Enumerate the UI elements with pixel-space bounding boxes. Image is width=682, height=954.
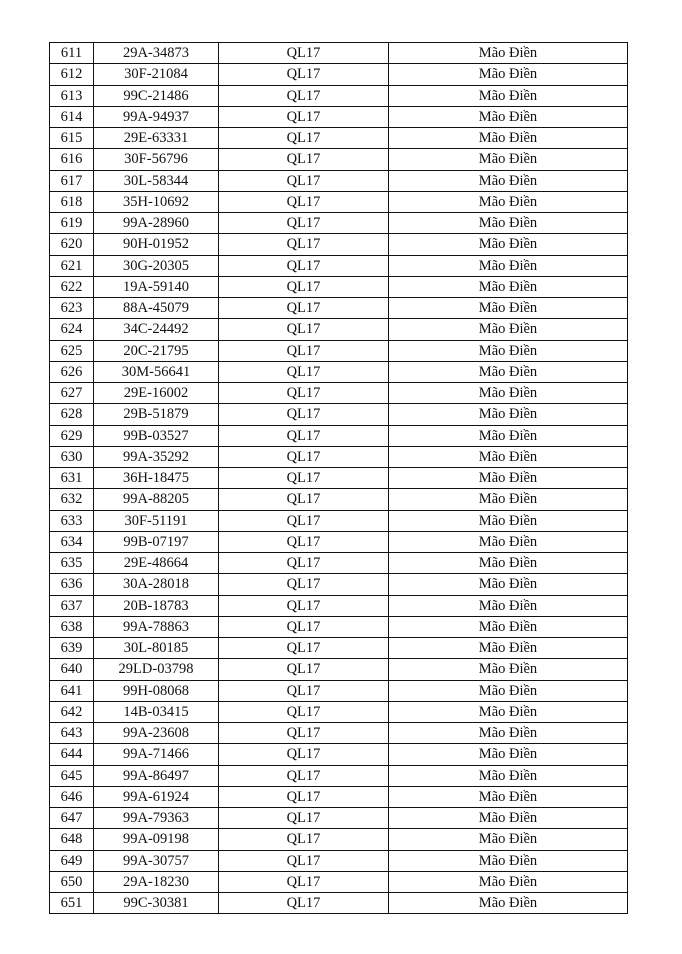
route-cell: QL17 <box>219 638 389 659</box>
row-number-cell: 621 <box>50 255 94 276</box>
location-cell: Mão Điền <box>389 468 628 489</box>
row-number-cell: 636 <box>50 574 94 595</box>
route-cell: QL17 <box>219 723 389 744</box>
license-plate-cell: 99A-71466 <box>94 744 219 765</box>
table-row <box>50 319 628 340</box>
row-number-cell: 640 <box>50 659 94 680</box>
location-cell: Mão Điền <box>389 680 628 701</box>
table-row <box>50 659 628 680</box>
route-cell: QL17 <box>219 234 389 255</box>
route-cell: QL17 <box>219 446 389 467</box>
location-cell: Mão Điền <box>389 510 628 531</box>
location-cell: Mão Điền <box>389 744 628 765</box>
row-number-cell: 629 <box>50 425 94 446</box>
location-cell: Mão Điền <box>389 701 628 722</box>
table-row <box>50 616 628 637</box>
route-cell: QL17 <box>219 659 389 680</box>
table-row <box>50 510 628 531</box>
license-plate-cell: 14B-03415 <box>94 701 219 722</box>
row-number-cell: 631 <box>50 468 94 489</box>
table-row <box>50 489 628 510</box>
route-cell: QL17 <box>219 149 389 170</box>
route-cell: QL17 <box>219 85 389 106</box>
license-plate-cell: 99A-09198 <box>94 829 219 850</box>
row-number-cell: 643 <box>50 723 94 744</box>
table-row <box>50 43 628 64</box>
location-cell: Mão Điền <box>389 659 628 680</box>
table-row <box>50 723 628 744</box>
route-cell: QL17 <box>219 298 389 319</box>
route-cell: QL17 <box>219 765 389 786</box>
table-row <box>50 404 628 425</box>
location-cell: Mão Điền <box>389 170 628 191</box>
row-number-cell: 638 <box>50 616 94 637</box>
table-row <box>50 574 628 595</box>
route-cell: QL17 <box>219 106 389 127</box>
table-row <box>50 170 628 191</box>
location-cell: Mão Điền <box>389 638 628 659</box>
license-plate-cell: 99H-08068 <box>94 680 219 701</box>
table-row <box>50 531 628 552</box>
row-number-cell: 623 <box>50 298 94 319</box>
table-row <box>50 680 628 701</box>
license-plate-cell: 99A-23608 <box>94 723 219 744</box>
table-row <box>50 255 628 276</box>
route-cell: QL17 <box>219 829 389 850</box>
row-number-cell: 645 <box>50 765 94 786</box>
route-cell: QL17 <box>219 701 389 722</box>
row-number-cell: 618 <box>50 191 94 212</box>
row-number-cell: 619 <box>50 213 94 234</box>
table-row <box>50 213 628 234</box>
license-plate-cell: 99A-86497 <box>94 765 219 786</box>
row-number-cell: 630 <box>50 446 94 467</box>
route-cell: QL17 <box>219 319 389 340</box>
location-cell: Mão Điền <box>389 574 628 595</box>
license-plate-cell: 30F-21084 <box>94 64 219 85</box>
license-plate-cell: 90H-01952 <box>94 234 219 255</box>
location-cell: Mão Điền <box>389 149 628 170</box>
license-plate-cell: 20C-21795 <box>94 340 219 361</box>
location-cell: Mão Điền <box>389 446 628 467</box>
route-cell: QL17 <box>219 276 389 297</box>
route-cell: QL17 <box>219 786 389 807</box>
route-cell: QL17 <box>219 361 389 382</box>
row-number-cell: 644 <box>50 744 94 765</box>
route-cell: QL17 <box>219 574 389 595</box>
table-row <box>50 128 628 149</box>
license-plate-cell: 99A-88205 <box>94 489 219 510</box>
location-cell: Mão Điền <box>389 829 628 850</box>
row-number-cell: 612 <box>50 64 94 85</box>
table-row <box>50 786 628 807</box>
table-row <box>50 425 628 446</box>
license-plate-cell: 34C-24492 <box>94 319 219 340</box>
row-number-cell: 625 <box>50 340 94 361</box>
route-cell: QL17 <box>219 531 389 552</box>
table-row <box>50 383 628 404</box>
route-cell: QL17 <box>219 64 389 85</box>
location-cell: Mão Điền <box>389 85 628 106</box>
route-cell: QL17 <box>219 680 389 701</box>
location-cell: Mão Điền <box>389 531 628 552</box>
location-cell: Mão Điền <box>389 213 628 234</box>
location-cell: Mão Điền <box>389 808 628 829</box>
license-plate-cell: 99C-21486 <box>94 85 219 106</box>
row-number-cell: 632 <box>50 489 94 510</box>
license-plate-cell: 29A-18230 <box>94 871 219 892</box>
location-cell: Mão Điền <box>389 383 628 404</box>
table-row <box>50 149 628 170</box>
license-plate-cell: 35H-10692 <box>94 191 219 212</box>
row-number-cell: 615 <box>50 128 94 149</box>
route-cell: QL17 <box>219 893 389 914</box>
table-row <box>50 808 628 829</box>
license-plate-cell: 20B-18783 <box>94 595 219 616</box>
license-plate-cell: 30L-80185 <box>94 638 219 659</box>
route-cell: QL17 <box>219 170 389 191</box>
location-cell: Mão Điền <box>389 255 628 276</box>
route-cell: QL17 <box>219 744 389 765</box>
row-number-cell: 641 <box>50 680 94 701</box>
row-number-cell: 650 <box>50 871 94 892</box>
location-cell: Mão Điền <box>389 723 628 744</box>
license-plate-cell: 29LD-03798 <box>94 659 219 680</box>
license-plate-cell: 99C-30381 <box>94 893 219 914</box>
route-cell: QL17 <box>219 850 389 871</box>
row-number-cell: 620 <box>50 234 94 255</box>
location-cell: Mão Điền <box>389 765 628 786</box>
license-plate-cell: 99A-78863 <box>94 616 219 637</box>
table-row <box>50 850 628 871</box>
route-cell: QL17 <box>219 468 389 489</box>
license-plate-cell: 99A-35292 <box>94 446 219 467</box>
row-number-cell: 622 <box>50 276 94 297</box>
row-number-cell: 614 <box>50 106 94 127</box>
row-number-cell: 647 <box>50 808 94 829</box>
table-row <box>50 85 628 106</box>
table-row <box>50 829 628 850</box>
route-cell: QL17 <box>219 425 389 446</box>
license-plate-cell: 99A-28960 <box>94 213 219 234</box>
route-cell: QL17 <box>219 128 389 149</box>
vehicle-records-table <box>49 42 628 914</box>
table-row <box>50 765 628 786</box>
location-cell: Mão Điền <box>389 319 628 340</box>
location-cell: Mão Điền <box>389 786 628 807</box>
row-number-cell: 611 <box>50 43 94 64</box>
row-number-cell: 624 <box>50 319 94 340</box>
location-cell: Mão Điền <box>389 553 628 574</box>
route-cell: QL17 <box>219 255 389 276</box>
license-plate-cell: 30A-28018 <box>94 574 219 595</box>
license-plate-cell: 36H-18475 <box>94 468 219 489</box>
license-plate-cell: 99B-07197 <box>94 531 219 552</box>
location-cell: Mão Điền <box>389 234 628 255</box>
location-cell: Mão Điền <box>389 43 628 64</box>
location-cell: Mão Điền <box>389 340 628 361</box>
location-cell: Mão Điền <box>389 106 628 127</box>
license-plate-cell: 30F-51191 <box>94 510 219 531</box>
row-number-cell: 651 <box>50 893 94 914</box>
route-cell: QL17 <box>219 340 389 361</box>
table-row <box>50 871 628 892</box>
table-row <box>50 744 628 765</box>
location-cell: Mão Điền <box>389 489 628 510</box>
license-plate-cell: 99A-61924 <box>94 786 219 807</box>
location-cell: Mão Điền <box>389 361 628 382</box>
license-plate-cell: 30M-56641 <box>94 361 219 382</box>
row-number-cell: 648 <box>50 829 94 850</box>
row-number-cell: 646 <box>50 786 94 807</box>
location-cell: Mão Điền <box>389 298 628 319</box>
license-plate-cell: 29B-51879 <box>94 404 219 425</box>
table-row <box>50 298 628 319</box>
row-number-cell: 639 <box>50 638 94 659</box>
table-row <box>50 893 628 914</box>
table-row <box>50 276 628 297</box>
row-number-cell: 634 <box>50 531 94 552</box>
location-cell: Mão Điền <box>389 128 628 149</box>
table-row <box>50 595 628 616</box>
route-cell: QL17 <box>219 595 389 616</box>
table-row <box>50 361 628 382</box>
route-cell: QL17 <box>219 616 389 637</box>
route-cell: QL17 <box>219 871 389 892</box>
table-row <box>50 191 628 212</box>
license-plate-cell: 99A-79363 <box>94 808 219 829</box>
route-cell: QL17 <box>219 510 389 531</box>
license-plate-cell: 99B-03527 <box>94 425 219 446</box>
location-cell: Mão Điền <box>389 616 628 637</box>
license-plate-cell: 30F-56796 <box>94 149 219 170</box>
row-number-cell: 649 <box>50 850 94 871</box>
license-plate-cell: 30L-58344 <box>94 170 219 191</box>
license-plate-cell: 29E-63331 <box>94 128 219 149</box>
table-row <box>50 468 628 489</box>
table-row <box>50 106 628 127</box>
route-cell: QL17 <box>219 489 389 510</box>
route-cell: QL17 <box>219 808 389 829</box>
license-plate-cell: 19A-59140 <box>94 276 219 297</box>
location-cell: Mão Điền <box>389 425 628 446</box>
row-number-cell: 626 <box>50 361 94 382</box>
route-cell: QL17 <box>219 43 389 64</box>
location-cell: Mão Điền <box>389 850 628 871</box>
row-number-cell: 627 <box>50 383 94 404</box>
location-cell: Mão Điền <box>389 871 628 892</box>
row-number-cell: 616 <box>50 149 94 170</box>
table-row <box>50 234 628 255</box>
table-row <box>50 701 628 722</box>
table-body <box>50 43 628 914</box>
license-plate-cell: 99A-94937 <box>94 106 219 127</box>
license-plate-cell: 30G-20305 <box>94 255 219 276</box>
license-plate-cell: 29A-34873 <box>94 43 219 64</box>
route-cell: QL17 <box>219 553 389 574</box>
row-number-cell: 635 <box>50 553 94 574</box>
table-row <box>50 553 628 574</box>
license-plate-cell: 88A-45079 <box>94 298 219 319</box>
row-number-cell: 613 <box>50 85 94 106</box>
row-number-cell: 617 <box>50 170 94 191</box>
location-cell: Mão Điền <box>389 404 628 425</box>
table-row <box>50 340 628 361</box>
route-cell: QL17 <box>219 191 389 212</box>
location-cell: Mão Điền <box>389 595 628 616</box>
route-cell: QL17 <box>219 213 389 234</box>
license-plate-cell: 29E-48664 <box>94 553 219 574</box>
row-number-cell: 642 <box>50 701 94 722</box>
route-cell: QL17 <box>219 404 389 425</box>
license-plate-cell: 99A-30757 <box>94 850 219 871</box>
row-number-cell: 628 <box>50 404 94 425</box>
location-cell: Mão Điền <box>389 191 628 212</box>
row-number-cell: 633 <box>50 510 94 531</box>
route-cell: QL17 <box>219 383 389 404</box>
location-cell: Mão Điền <box>389 893 628 914</box>
location-cell: Mão Điền <box>389 276 628 297</box>
table-row <box>50 64 628 85</box>
license-plate-cell: 29E-16002 <box>94 383 219 404</box>
location-cell: Mão Điền <box>389 64 628 85</box>
row-number-cell: 637 <box>50 595 94 616</box>
table-row <box>50 446 628 467</box>
table-row <box>50 638 628 659</box>
